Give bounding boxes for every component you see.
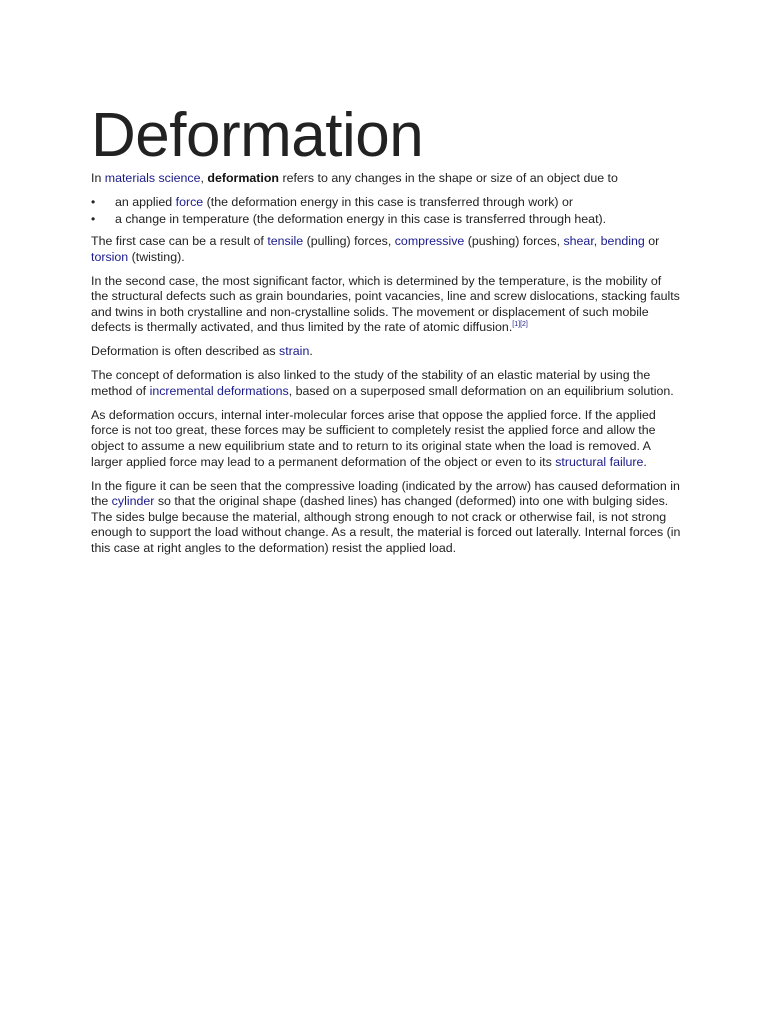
link-tensile[interactable]: tensile bbox=[267, 233, 304, 248]
first-case-text-5: or bbox=[644, 233, 660, 248]
first-case-text-1: The first case can be a result of bbox=[91, 233, 268, 248]
link-bending[interactable]: bending bbox=[600, 233, 645, 248]
link-structural-failure[interactable]: structural failure bbox=[555, 454, 644, 469]
strain-text-1: Deformation is often described as bbox=[91, 344, 280, 359]
cause-list bbox=[91, 195, 681, 228]
intro-text-2: , bbox=[200, 171, 208, 185]
bold-deformation: deformation bbox=[207, 171, 279, 185]
concept-text-1: The concept of deformation is also linked to the study of the stability of an elastic material by using the method of bbox=[91, 368, 651, 398]
link-force[interactable]: force bbox=[175, 194, 204, 209]
intro-text-3: refers to any changes in the shape or size of an object due to bbox=[279, 171, 618, 185]
link-cylinder[interactable]: cylinder bbox=[111, 494, 155, 509]
list-item bbox=[91, 212, 681, 228]
bullet-icon: • bbox=[91, 212, 96, 227]
figure-paragraph bbox=[91, 479, 681, 557]
first-case-text-3: (pushing) forces, bbox=[464, 233, 564, 248]
first-case-paragraph bbox=[91, 234, 681, 265]
forces-text-1: As deformation occurs, internal inter-molecular forces arise that oppose the applied force. If the applied force is not too great, these forces may be sufficient to completely resist the applied force and allow the object to assume a new equilibrium state and to return to its original state when the load is removed. A larger applied force may lead to a permanent deformation of the object or even to its bbox=[91, 407, 656, 469]
first-case-text-6: (twisting). bbox=[128, 249, 185, 264]
bullet-icon: • bbox=[91, 194, 96, 209]
list-item bbox=[91, 195, 681, 211]
forces-paragraph bbox=[91, 408, 681, 470]
list-item-text-2: (the deformation energy in this case is transferred through work) or bbox=[203, 194, 574, 209]
citation-2[interactable]: [2] bbox=[520, 321, 528, 329]
link-torsion[interactable]: torsion bbox=[91, 249, 129, 264]
intro-paragraph bbox=[91, 171, 681, 187]
link-incremental-deformations[interactable]: incremental deformations bbox=[149, 383, 289, 398]
figure-text-1: In the figure it can be seen that the compressive loading (indicated by the arrow) has caused deformation in the bbox=[91, 478, 680, 509]
citation-refs bbox=[512, 321, 528, 328]
forces-text-2: . bbox=[643, 454, 647, 469]
intro-text-1: In bbox=[91, 171, 105, 185]
second-case-paragraph bbox=[91, 274, 681, 336]
concept-paragraph bbox=[91, 368, 681, 399]
link-compressive[interactable]: compressive bbox=[394, 233, 465, 248]
list-item-text-1: an applied bbox=[115, 194, 176, 209]
concept-text-2: , based on a superposed small deformation on an equilibrium solution. bbox=[288, 383, 674, 398]
article-body bbox=[91, 171, 681, 565]
page-title: Deformation bbox=[91, 101, 424, 170]
first-case-text-2: (pulling) forces, bbox=[303, 233, 395, 248]
list-item-text: a change in temperature (the deformation energy in this case is transferred through heat). bbox=[115, 212, 607, 227]
link-shear[interactable]: shear bbox=[563, 233, 594, 248]
first-case-text-4: , bbox=[593, 233, 601, 248]
citation-1[interactable]: [1] bbox=[512, 321, 521, 329]
second-case-text: In the second case, the most significant factor, which is determined by the temperature, is the mobility of the structural defects such as grain boundaries, point vacancies, line and screw dislocations, stacking faults and twins in both crystalline and non-crystalline solids. The movement or displacement of such mobile defects is thermally activated, and thus limited by the rate of atomic diffusion. bbox=[91, 273, 680, 335]
link-materials-science[interactable]: materials science bbox=[104, 171, 201, 185]
strain-paragraph bbox=[91, 344, 681, 360]
link-strain[interactable]: strain bbox=[279, 344, 310, 359]
strain-text-2: . bbox=[309, 344, 313, 359]
figure-text-2: so that the original shape (dashed lines) has changed (deformed) into one with bulging sides. The sides bulge because the material, although strong enough to not crack or otherwise fail, is not strong enough to support the load without change. As a result, the material is forced out laterally. Internal forces (in this case at right angles to the deformation) resist the applied load. bbox=[91, 494, 681, 556]
